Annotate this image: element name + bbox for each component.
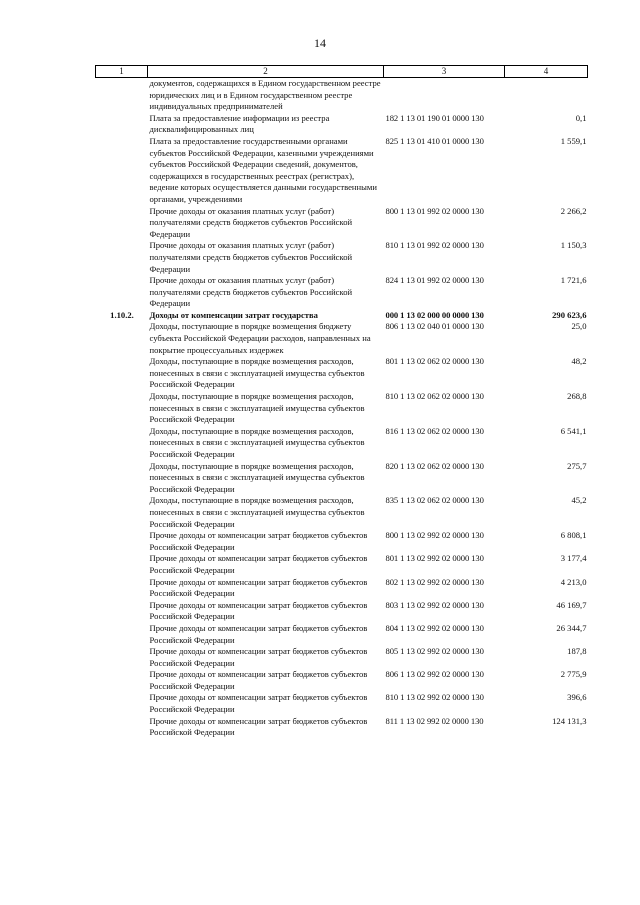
amount-value: 1 559,1 [560,135,587,146]
amount-value: 26 344,7 [556,622,587,633]
budget-classification-code: 806 1 13 02 992 02 0000 130 [385,669,484,680]
header-col-3: 3 [384,66,505,78]
amount-value: 1 150,3 [560,240,587,251]
budget-classification-code: 000 1 13 02 000 00 0000 130 [385,309,484,320]
revenue-name: Доходы, поступающие в порядке возмещения бюджету субъекта Российской Федерации расходов, направленных на покрытие процессуальных издержек [149,321,371,355]
table-row [96,310,588,322]
row-number [96,113,148,136]
budget-classification-code: 805 1 13 02 992 02 0000 130 [385,646,484,657]
header-col-1: 1 [96,66,148,78]
row-number: 1.10.2. [110,309,134,320]
budget-classification-code: 810 1 13 01 992 02 0000 130 [385,240,484,251]
revenue-name: Прочие доходы от оказания платных услуг (работ) получателями средств бюджетов субъектов Российской Федерации [149,240,353,274]
budget-classification-code: 182 1 13 01 190 01 0000 130 [385,112,484,123]
table-row [96,716,588,739]
table-row [96,669,588,692]
table-row [96,646,588,669]
budget-classification-code: 835 1 13 02 062 02 0000 130 [385,495,484,506]
table-row [96,356,588,391]
amount-value: 46 169,7 [556,599,587,610]
table-row [96,426,588,461]
row-number [96,623,148,646]
amount-value: 6 541,1 [560,425,587,436]
row-number [96,136,148,206]
row-number [96,646,148,669]
row-number [96,426,148,461]
table-row [96,623,588,646]
budget-classification-code: 811 1 13 02 992 02 0000 130 [385,715,484,726]
row-number [96,716,148,739]
budget-classification-code: 820 1 13 02 062 02 0000 130 [385,460,484,471]
budget-classification-code: 816 1 13 02 062 02 0000 130 [385,425,484,436]
budget-classification-code: 801 1 13 02 062 02 0000 130 [385,356,484,367]
revenue-name: Доходы, поступающие в порядке возмещения расходов, понесенных в связи с эксплуатацией имущества субъектов Российской Федерации [149,460,365,494]
amount-value: 187,8 [567,646,587,657]
amount-value: 6 808,1 [560,530,587,541]
row-number [96,692,148,715]
table-row [96,692,588,715]
budget-classification-code: 810 1 13 02 992 02 0000 130 [385,692,484,703]
amount-value: 396,6 [567,692,587,703]
amount-value: 4 213,0 [560,576,587,587]
row-number [96,530,148,553]
budget-classification-code: 800 1 13 01 992 02 0000 130 [385,205,484,216]
revenue-name: Плата за предоставление государственными органами субъектов Российской Федерации, казенными учреждениями субъектов Российской Федерации сведений, документов, содержащихся в государственных реестрах (регистрах), ведение которых осуществляется данными государственными органами, учреждениями [149,135,377,204]
amount-value [505,78,588,113]
row-number [96,206,148,241]
row-number [96,495,148,530]
amount-value: 3 177,4 [560,553,587,564]
amount-value: 124 131,3 [552,715,587,726]
row-number [96,577,148,600]
amount-value: 25,0 [571,321,587,332]
table-row [96,600,588,623]
amount-value: 45,2 [571,495,587,506]
row-number [96,391,148,426]
row-number [96,275,148,310]
revenue-name: документов, содержащихся в Едином государственном реестре юридических лиц и в Едином государственном реестре индивидуальных предпринимателей [149,78,381,112]
table-header [96,66,588,78]
row-number [96,78,148,113]
revenue-name: Прочие доходы от компенсации затрат бюджетов субъектов Российской Федерации [149,599,368,622]
revenue-name: Прочие доходы от оказания платных услуг (работ) получателями средств бюджетов субъектов Российской Федерации [149,205,353,239]
revenue-name: Доходы, поступающие в порядке возмещения расходов, понесенных в связи с эксплуатацией имущества субъектов Российской Федерации [149,391,365,425]
budget-revenue-table [95,65,588,739]
page-number: 14 [314,36,326,50]
amount-value: 0,1 [575,112,587,123]
revenue-name: Прочие доходы от компенсации затрат бюджетов субъектов Российской Федерации [149,669,368,691]
budget-classification-code: 802 1 13 02 992 02 0000 130 [385,576,484,587]
revenue-name: Прочие доходы от компенсации затрат бюджетов субъектов Российской Федерации [149,715,368,738]
revenue-name: Прочие доходы от компенсации затрат бюджетов субъектов Российской Федерации [149,576,368,599]
budget-classification-code [384,78,505,113]
table-row [96,78,588,113]
table-row [96,530,588,553]
amount-value: 2 266,2 [560,205,587,216]
table-body [96,78,588,739]
amount-value: 290 623,6 [552,309,587,320]
row-number [96,356,148,391]
table-row [96,136,588,206]
amount-value: 2 775,9 [560,669,587,680]
revenue-name: Прочие доходы от компенсации затрат бюджетов субъектов Российской Федерации [149,553,368,575]
revenue-name: Прочие доходы от компенсации затрат бюджетов субъектов Российской Федерации [149,692,368,715]
table-row [96,553,588,576]
budget-classification-code: 825 1 13 01 410 01 0000 130 [385,135,484,146]
budget-classification-code: 806 1 13 02 040 01 0000 130 [385,321,484,332]
table-row [96,461,588,496]
header-col-2: 2 [148,66,384,78]
revenue-name: Прочие доходы от оказания платных услуг (работ) получателями средств бюджетов субъектов Российской Федерации [149,275,353,309]
revenue-name: Прочие доходы от компенсации затрат бюджетов субъектов Российской Федерации [149,622,368,645]
row-number [96,461,148,496]
table-row [96,275,588,310]
budget-classification-code: 804 1 13 02 992 02 0000 130 [385,622,484,633]
budget-classification-code: 803 1 13 02 992 02 0000 130 [385,599,484,610]
budget-classification-code: 800 1 13 02 992 02 0000 130 [385,530,484,541]
row-number [96,669,148,692]
amount-value: 268,8 [567,391,587,402]
row-number [96,553,148,576]
table-row [96,240,588,275]
revenue-name: Плата за предоставление информации из реестра дисквалифицированных лиц [149,112,330,135]
revenue-name: Доходы, поступающие в порядке возмещения расходов, понесенных в связи с эксплуатацией имущества субъектов Российской Федерации [149,495,365,529]
revenue-name: Доходы от компенсации затрат государства [149,309,318,320]
header-col-4: 4 [505,66,588,78]
table-row [96,495,588,530]
budget-classification-code: 801 1 13 02 992 02 0000 130 [385,553,484,564]
table-row [96,577,588,600]
amount-value: 1 721,6 [560,275,587,286]
table-row [96,206,588,241]
amount-value: 275,7 [567,460,587,471]
table-row [96,321,588,356]
revenue-name: Доходы, поступающие в порядке возмещения расходов, понесенных в связи с эксплуатацией имущества субъектов Российской Федерации [149,425,365,459]
revenue-name: Прочие доходы от компенсации затрат бюджетов субъектов Российской Федерации [149,646,368,668]
revenue-name: Доходы, поступающие в порядке возмещения расходов, понесенных в связи с эксплуатацией имущества субъектов Российской Федерации [149,356,365,390]
amount-value: 48,2 [571,356,587,367]
row-number [96,321,148,356]
budget-classification-code: 824 1 13 01 992 02 0000 130 [385,275,484,286]
revenue-name: Прочие доходы от компенсации затрат бюджетов субъектов Российской Федерации [149,530,368,552]
row-number [96,240,148,275]
table-row [96,391,588,426]
header-row [96,66,588,78]
table-row [96,113,588,136]
row-number [96,600,148,623]
budget-classification-code: 810 1 13 02 062 02 0000 130 [385,391,484,402]
